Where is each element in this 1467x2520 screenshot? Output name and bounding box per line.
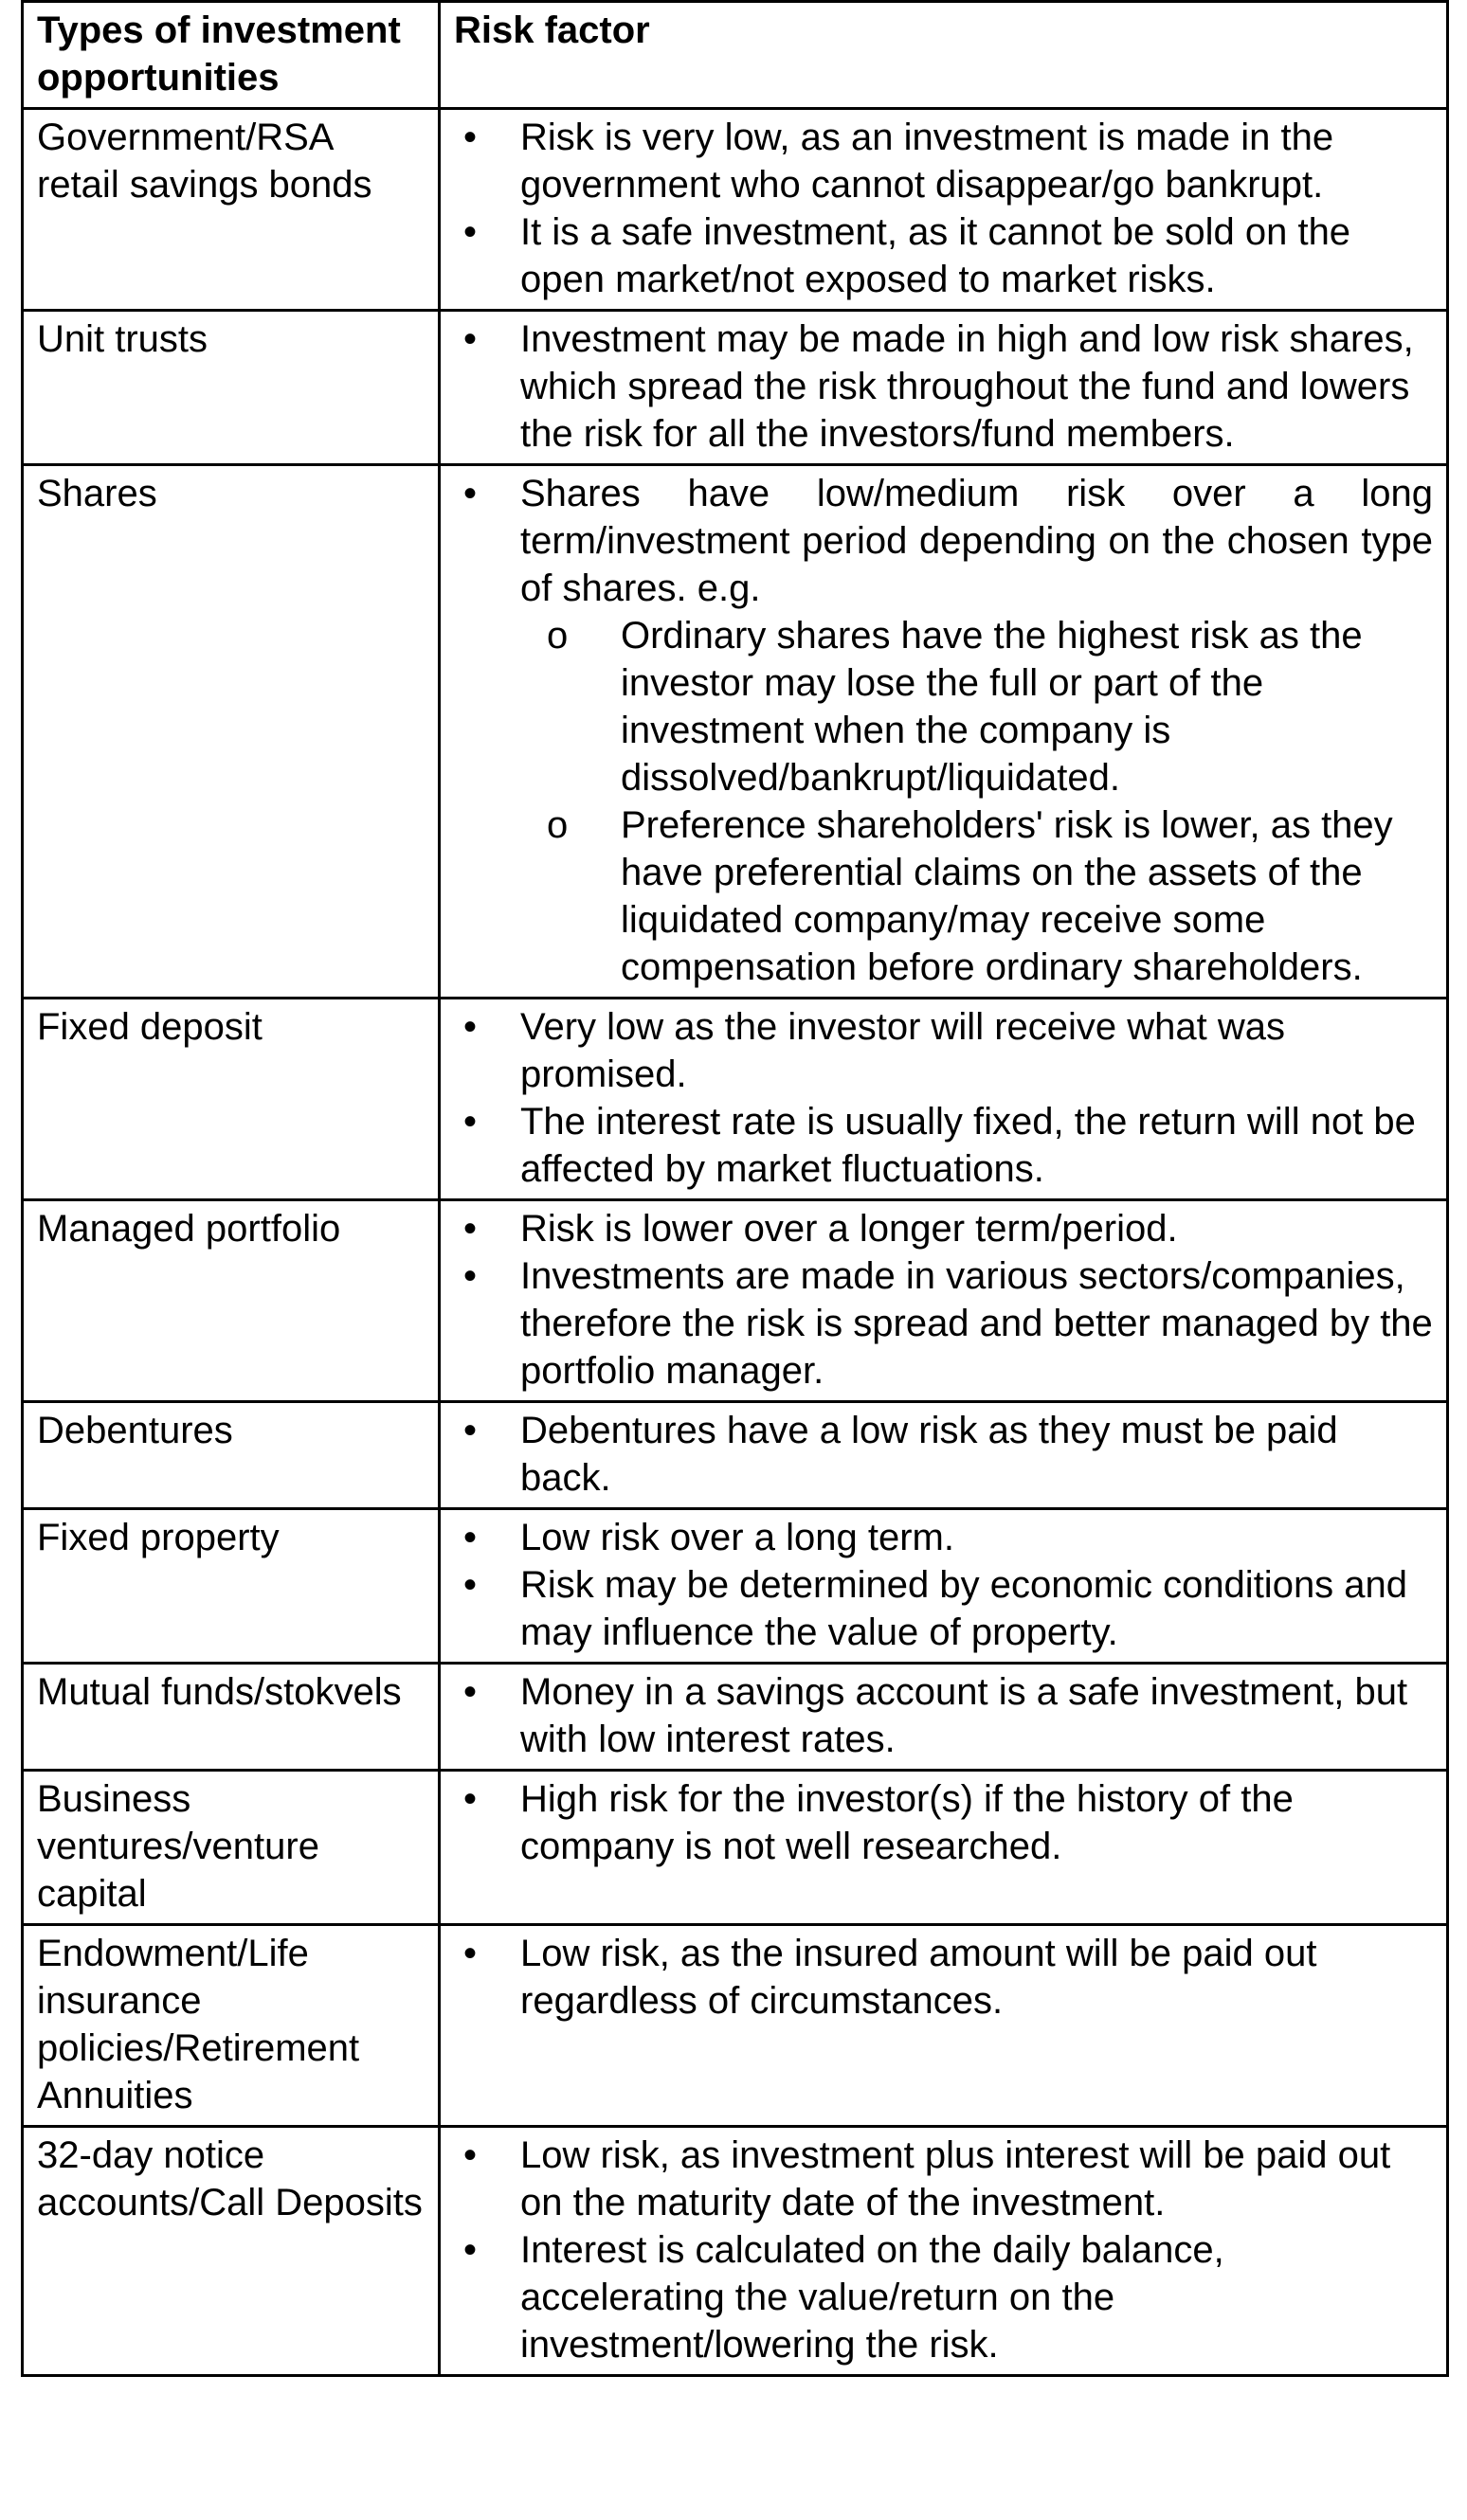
risk-point: • Money in a savings account is a safe investment, but with low interest rates. (454, 1668, 1433, 1763)
investment-risk-table (21, 0, 1449, 2377)
investment-type: Managed portfolio (23, 1200, 440, 1402)
table-row (23, 1509, 1448, 1664)
investment-type: Debentures (23, 1402, 440, 1509)
investment-type: Shares (23, 465, 440, 999)
risk-factor-cell (440, 999, 1448, 1200)
table-row (23, 1200, 1448, 1402)
investment-type: Endowment/Life insurance policies/Retirement Annuities (23, 1925, 440, 2127)
investment-type: Fixed property (23, 1509, 440, 1664)
risk-factor-cell (440, 465, 1448, 999)
risk-point: • Risk is lower over a longer term/period. (454, 1205, 1433, 1252)
risk-factor-cell (440, 311, 1448, 465)
risk-subpoint: o Ordinary shares have the highest risk as the investor may lose the full or part of the investment when the company is dissolved/bankrupt/liquidated. (520, 612, 1433, 801)
table-row (23, 1664, 1448, 1771)
header-investment-types: Types of investment opportunities (23, 2, 440, 109)
table-row (23, 311, 1448, 465)
risk-point: • Investments are made in various sectors/companies, therefore the risk is spread and better managed by the portfolio manager. (454, 1252, 1433, 1395)
risk-point: • Low risk, as investment plus interest will be paid out on the maturity date of the investment. (454, 2132, 1433, 2226)
header-risk-factor: Risk factor (440, 2, 1448, 109)
table-row (23, 1771, 1448, 1925)
table-row (23, 109, 1448, 311)
table-row (23, 1402, 1448, 1509)
risk-factor-cell (440, 1664, 1448, 1771)
risk-point: • Debentures have a low risk as they must be paid back. (454, 1407, 1433, 1502)
risk-factor-cell (440, 1200, 1448, 1402)
risk-factor-cell (440, 1509, 1448, 1664)
risk-factor-cell (440, 2127, 1448, 2376)
investment-type: Government/RSA retail savings bonds (23, 109, 440, 311)
investment-type: Mutual funds/stokvels (23, 1664, 440, 1771)
table-row (23, 1925, 1448, 2127)
table-row (23, 465, 1448, 999)
risk-point: • Very low as the investor will receive what was promised. (454, 1003, 1433, 1098)
risk-point: • The interest rate is usually fixed, the return will not be affected by market fluctuations. (454, 1098, 1433, 1193)
risk-point: • Low risk, as the insured amount will be paid out regardless of circumstances. (454, 1930, 1433, 2025)
investment-type: Fixed deposit (23, 999, 440, 1200)
risk-point: • Interest is calculated on the daily balance, accelerating the value/return on the investment/lowering the risk. (454, 2226, 1433, 2368)
risk-point: • Risk may be determined by economic conditions and may influence the value of property. (454, 1561, 1433, 1656)
investment-type: Business ventures/venture capital (23, 1771, 440, 1925)
risk-point: • Risk is very low, as an investment is made in the government who cannot disappear/go bankrupt. (454, 114, 1433, 208)
risk-point: • Low risk over a long term. (454, 1514, 1433, 1561)
investment-type: 32-day notice accounts/Call Deposits (23, 2127, 440, 2376)
risk-factor-cell (440, 1771, 1448, 1925)
risk-point (454, 470, 1433, 991)
risk-factor-cell (440, 109, 1448, 311)
risk-point: • It is a safe investment, as it cannot be sold on the open market/not exposed to market risks. (454, 208, 1433, 303)
table-row (23, 2127, 1448, 2376)
risk-factor-cell (440, 1402, 1448, 1509)
risk-subpoint: o Preference shareholders' risk is lower, as they have preferential claims on the assets of the liquidated company/may receive some compensation before ordinary shareholders. (520, 801, 1433, 991)
risk-point: • Investment may be made in high and low risk shares, which spread the risk throughout the fund and lowers the risk for all the investors/fund members. (454, 315, 1433, 458)
table-row (23, 999, 1448, 1200)
investment-type: Unit trusts (23, 311, 440, 465)
risk-factor-cell (440, 1925, 1448, 2127)
table-header-row (23, 2, 1448, 109)
risk-point-text: • Shares have low/medium risk over a long term/investment period depending on the chosen type of shares. e.g. (520, 473, 1433, 609)
risk-point: • High risk for the investor(s) if the history of the company is not well researched. (454, 1775, 1433, 1870)
